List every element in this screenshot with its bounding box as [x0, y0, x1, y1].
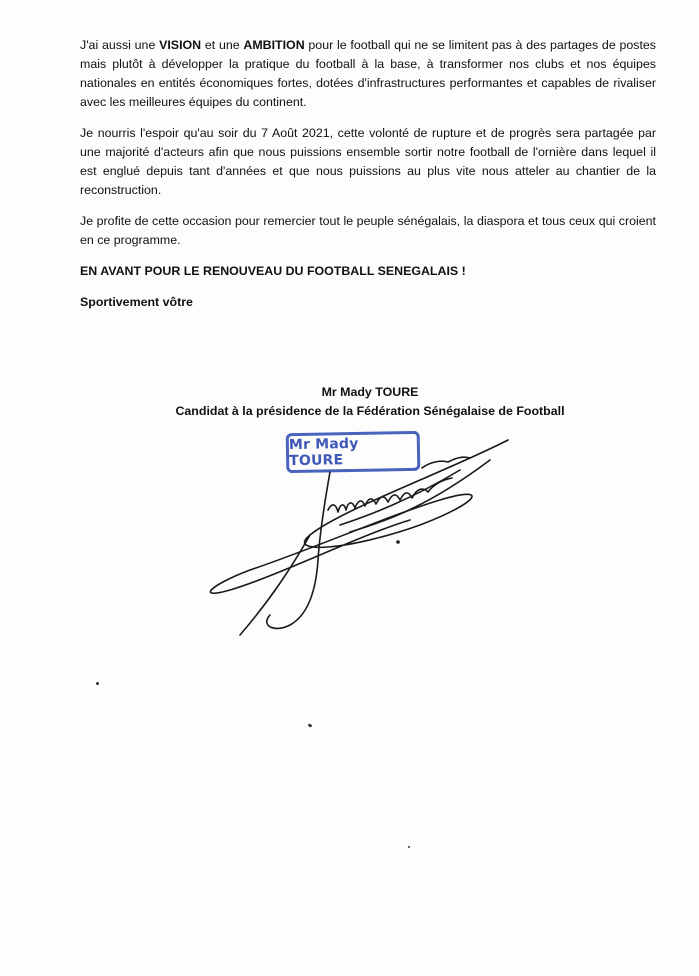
signatory-name: Mr Mady TOURE [321, 385, 419, 399]
paragraph-hope: Je nourris l'espoir qu'au soir du 7 Août 2021, cette volonté de rupture et de progrès sera partagée par une majorité d'acteurs afin que nous puissions ensemble sortir notre football de l'ornière dans lequel il est englué depuis tant d'années et que nous puissions au plus vite nous atteler au chantier de la reconstruction. [80, 126, 656, 197]
closing-salutation: Sportivement vôtre [80, 295, 193, 309]
paper-speck [408, 846, 410, 848]
vision-keyword: VISION [159, 38, 202, 52]
paragraph-vision-text-2: et une [201, 38, 244, 52]
ambition-keyword: AMBITION [243, 38, 305, 52]
slogan: EN AVANT POUR LE RENOUVEAU DU FOOTBALL SENEGALAIS ! [80, 264, 466, 278]
paragraph-vision-text-3: pour le football qui ne se limitent pas à des partages de postes mais plutôt à développer la pratique du football à la base, à transformer nos clubs et nos équipes nationales en entités économiques fortes, dotées d'infrastructures performantes et capables de rivaliser avec les meilleures équipes du continent. [80, 38, 656, 109]
paper-speck [308, 723, 313, 728]
paper-speck [96, 682, 99, 685]
paragraph-vision-text-1: J'ai aussi une [80, 38, 160, 52]
letter-body [80, 36, 656, 324]
official-stamp: Mr Mady TOURE [286, 431, 421, 473]
paragraph-vision [80, 36, 656, 112]
handwritten-signature [190, 430, 530, 640]
paragraph-thanks: Je profite de cette occasion pour remercier tout le peuple sénégalais, la diaspora et tous ceux qui croient en ce programme. [80, 214, 656, 247]
signature-block [100, 383, 640, 421]
signatory-title: Candidat à la présidence de la Fédération Sénégalaise de Football [175, 404, 565, 418]
